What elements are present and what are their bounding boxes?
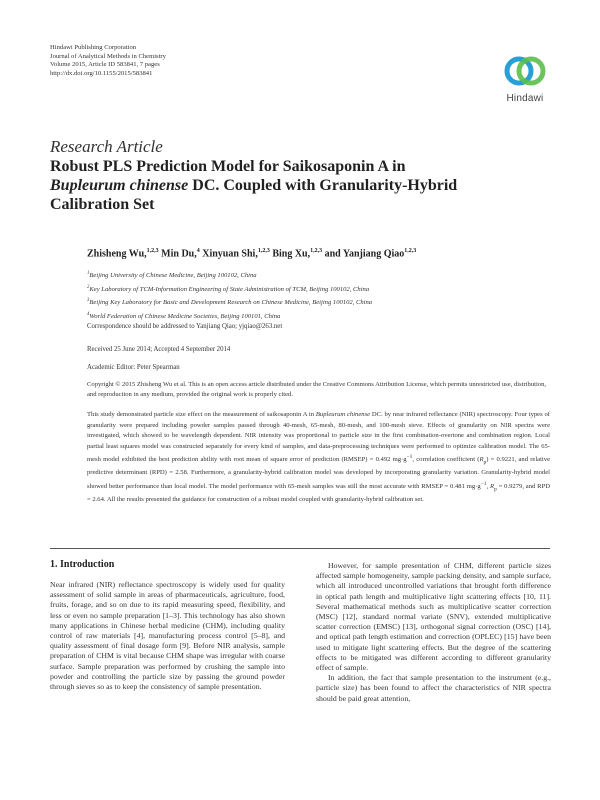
affiliation-list bbox=[87, 268, 372, 323]
affiliation-item: $^1$Beijing University of Chinese Medicine, Beijing 100102, China bbox=[87, 271, 257, 280]
journal-name: Journal of Analytical Methods in Chemistry bbox=[50, 52, 166, 60]
author-name: and Yanjiang Qiao bbox=[322, 248, 405, 260]
academic-editor: Academic Editor: Peter Spearman bbox=[87, 364, 180, 371]
title-line-1: Robust PLS Prediction Model for Saikosaponin A in bbox=[50, 158, 406, 175]
title-line-2-rest: DC. Coupled with Granularity-Hybrid bbox=[188, 177, 458, 194]
correspondence-note: Correspondence should be addressed to Yanjiang Qiao; yjqiao@263.net bbox=[87, 323, 283, 330]
received-dates: Received 25 June 2014; Accepted 4 September 2014 bbox=[87, 346, 231, 353]
section-divider bbox=[50, 548, 550, 549]
author-name: Min Du, bbox=[158, 248, 197, 260]
publication-info bbox=[50, 44, 166, 78]
title-line-3: Calibration Set bbox=[50, 196, 155, 213]
author-affil-sup: 1,2,3 bbox=[146, 248, 159, 254]
author-name: Xinyuan Shi, bbox=[199, 248, 258, 260]
copyright-notice: Copyright © 2015 Zhisheng Wu et al. This is an open access article distributed under the Creative Commons Attribution License, which permits unrestricted use, distribution, and reproduction in any medium, provided the original work is properly cited. bbox=[87, 381, 547, 399]
species-italic: Bupleurum chinense bbox=[315, 411, 371, 418]
intro-paragraph: In addition, the fact that sample presentation to the instrument (e.g., particle size) has been found to affect the characteristics of NIR spectra should be paid great attention, bbox=[316, 673, 551, 703]
author-list bbox=[87, 248, 416, 259]
affiliation-item: $^2$Key Laboratory of TCM-Information Engineering of State Administration of TCM, Beijing 100102, China bbox=[87, 284, 370, 293]
volume-info: Volume 2015, Article ID 583841, 7 pages bbox=[50, 61, 160, 69]
author-name: Bing Xu, bbox=[269, 248, 311, 260]
section-heading: 1. Introduction bbox=[50, 559, 115, 570]
doi-link[interactable]: http://dx.doi.org/10.1155/2015/583841 bbox=[50, 69, 153, 77]
article-type: Research Article bbox=[50, 137, 163, 156]
author-affil-sup: 1,2,3 bbox=[310, 248, 323, 254]
intro-right-column bbox=[316, 561, 551, 704]
author-affil-sup: 1,2,3 bbox=[404, 248, 417, 254]
abstract: This study demonstrated particle size effect on the measurement of saikosaponin A in Bupleurum chinense DC. by near infrared reflectance (NIR) spectroscopy. Four types of granularity were prepared including powder samples passed through 40-mesh, 65-mesh, 80-mesh, and 100-mesh sieve. Effects of granularity on NIR spectra were investigated, which showed to be wavelength dependent. NIR intensity was proportional to particle size in the first combination-overtone and combination region. Local partial least squares model was constructed separately for every kind of samples, and data-preprocessing techniques were performed to optimize calibration model. The 65-mesh model exhibited the best prediction ability with root mean of square error of prediction (RMSEP) = 0.492 $mg\cdot g^{-1}$, correlation coefficient $(R_p) = 0.9221$, and relative predictive determinant (RPD) = 2.58. Furthermore, a granularity-hybrid calibration model was developed by incorporating granularity variation. Granularity-hybrid model showed better performance than local model. The model performance with 65-mesh samples was still the most accurate with RMSEP = 0.481 $mg\cdot g^{-1}$, $R_p = 0.9279$, and RPD = 2.64. All the results presented the guidance for construction of a robust model coupled with granularity-hybrid calibration set. bbox=[87, 411, 551, 503]
intro-paragraph: Near infrared (NIR) reflectance spectroscopy is widely used for quality assessment of solid sample in areas of pharmaceuticals, agriculture, food, fruits, forage, and so on due to its rapid measuring speed, flexibility, and less or even no sample preparation [1–3]. This technology has also shown many applications in Chinese herbal medicine (CHM), including quality control of raw materials [4], manufacturing process control [5–8], and quality assessment of final dosage form [9]. Before NIR analysis, sample preparation of CHM is vital because CHM shape was irregular with coarse surface. Sample preparation was performed by crushing the sample into powder and controlling the particle size by passing the ground powder through sieves so as to keep the consistency of sample presentation. bbox=[50, 580, 285, 692]
title-line-2 bbox=[50, 176, 550, 195]
author-affil-sup: 4 bbox=[196, 248, 200, 254]
affiliation-item: $^4$World Federation of Chinese Medicine Societies, Beijing 100101, China bbox=[87, 312, 281, 321]
hindawi-logo-text: Hindawi bbox=[506, 93, 544, 104]
intro-paragraph: However, for sample presentation of CHM, different particle sizes affected sample homogeneity, sample packing density, and sample surface, which all introduced uncontrolled variations that brought forth difference in optical path length and multiplicative light scattering effects [10, 11]. Several mathematical methods such as multiplicative scatter correction (MSC) [12], standard normal variate (SNV), extended multiplicative scatter correction (EMSC) [13], orthogonal signal correction (OSC) [14], and optical path length estimation and correction (OPLEC) [15] have been used to mitigate light scattering effects. But the degree of the scattering effects to be mitigated was different according to different granularity effect of sample. bbox=[316, 561, 551, 673]
affiliation-item: $^3$Beijing Key Laboratory for Basic and Development Research on Chinese Medicine, Beijing 100102, China bbox=[87, 298, 373, 307]
article-title bbox=[50, 157, 550, 214]
title-species-italic: Bupleurum chinense bbox=[50, 177, 189, 194]
author-affil-sup: 1,2,3 bbox=[257, 248, 270, 254]
publisher-name: Hindawi Publishing Corporation bbox=[50, 44, 137, 51]
author-name: Zhisheng Wu, bbox=[87, 248, 147, 260]
intro-left-column bbox=[50, 580, 285, 692]
